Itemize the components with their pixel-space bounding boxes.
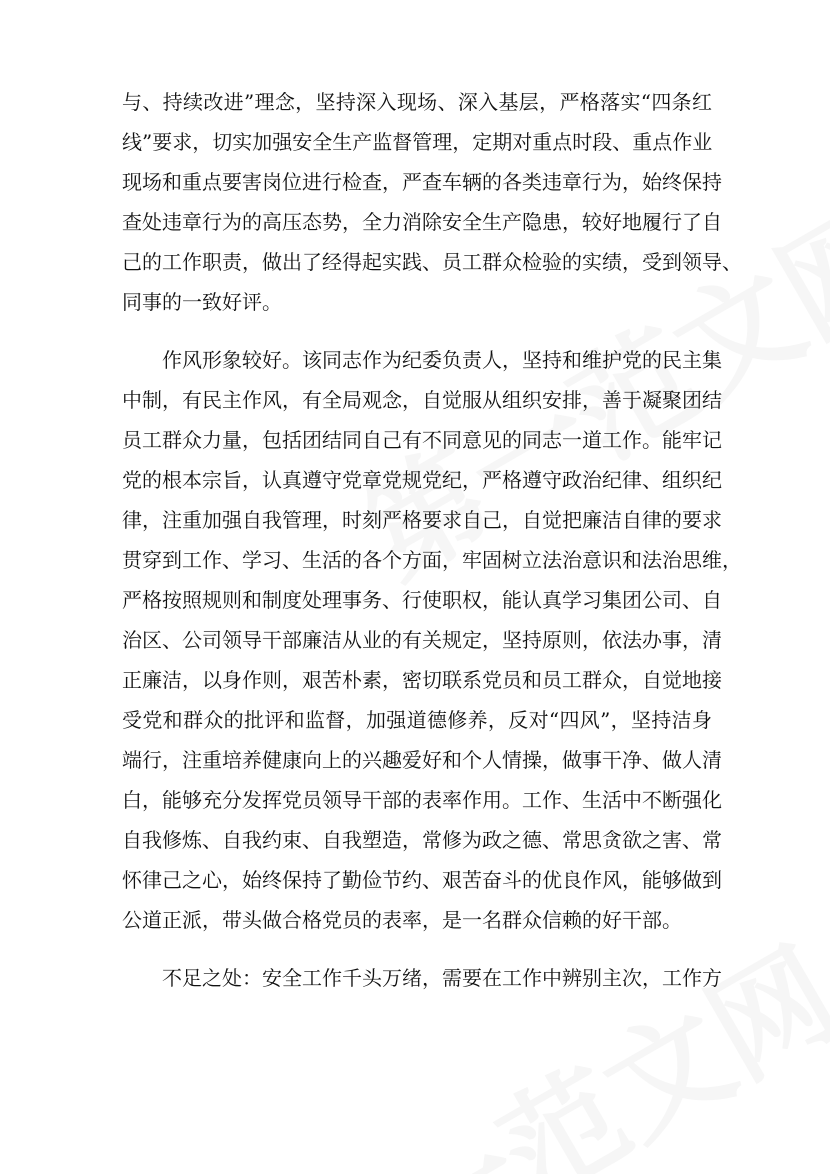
text-line: 己的工作职责，做出了经得起实践、员工群众检验的实绩，受到领导、 <box>122 250 742 274</box>
text-line: 受党和群众的批评和监督，加强道德修养，反对“四风”，坚持洁身 <box>122 708 712 732</box>
text-line: 查处违章行为的高压态势，全力消除安全生产隐患，较好地履行了自 <box>122 210 722 234</box>
text-line: 中制，有民主作风，有全局观念，自觉服从组织安排，善于凝聚团结 <box>122 388 722 412</box>
text-line: 员工群众力量，包括团结同自己有不同意见的同志一道工作。能牢记 <box>122 428 722 452</box>
text-line: 党的根本宗旨，认真遵守党章党规党纪，严格遵守政治纪律、组织纪 <box>122 468 722 492</box>
text-line: 线”要求，切实加强安全生产监督管理，定期对重点时段、重点作业 <box>122 130 713 154</box>
text-line: 自我修炼、自我约束、自我塑造，常修为政之德、常思贪欲之害、常 <box>122 828 722 852</box>
text-line: 怀律己之心，始终保持了勤俭节约、艰苦奋斗的优良作风，能够做到 <box>122 868 722 892</box>
text-line: 现场和重点要害岗位进行检查，严查车辆的各类违章行为，始终保持 <box>122 170 722 194</box>
paragraph <box>122 958 722 998</box>
text-line: 贯穿到工作、学习、生活的各个方面，牢固树立法治意识和法治思维， <box>122 548 742 572</box>
text-line: 与、持续改进”理念，坚持深入现场、深入基层，严格落实“四条红 <box>122 90 712 114</box>
text-line: 作风形象较好。该同志作为纪委负责人，坚持和维护党的民主集 <box>162 348 722 372</box>
text-line: 同事的一致好评。 <box>122 290 282 314</box>
document-body <box>122 82 742 998</box>
text-line: 严格按照规则和制度处理事务、行使职权，能认真学习集团公司、自 <box>122 588 722 612</box>
text-line: 治区、公司领导干部廉洁从业的有关规定，坚持原则，依法办事，清 <box>122 628 722 652</box>
paragraph <box>122 82 742 322</box>
text-line: 律，注重加强自我管理，时刻严格要求自己，自觉把廉洁自律的要求 <box>122 508 722 532</box>
text-line: 白，能够充分发挥党员领导干部的表率作用。工作、生活中不断强化 <box>122 788 722 812</box>
paragraph <box>122 340 742 940</box>
text-line: 公道正派，带头做合格党员的表率，是一名群众信赖的好干部。 <box>122 908 682 932</box>
text-line: 正廉洁，以身作则，艰苦朴素，密切联系党员和员工群众，自觉地接 <box>122 668 722 692</box>
text-line: 端行，注重培养健康向上的兴趣爱好和个人情操，做事干净、做人清 <box>122 748 722 772</box>
text-line: 不足之处：安全工作千头万绪，需要在工作中辨别主次，工作方 <box>162 966 722 990</box>
